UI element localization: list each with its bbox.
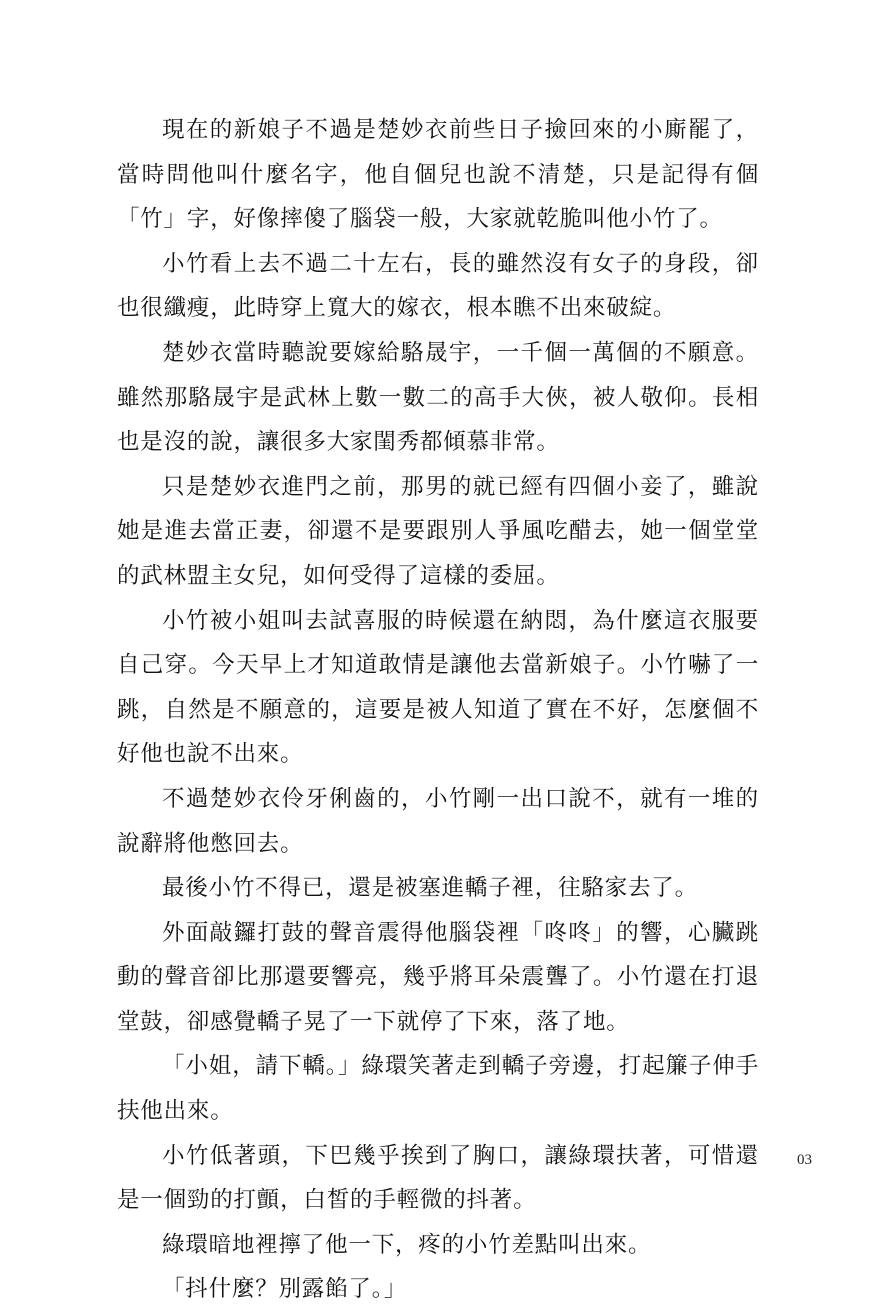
paragraph-2: 小竹看上去不過二十左右，長的雖然沒有女子的身段，卻也很纖瘦，此時穿上寬大的嫁衣，根本瞧不出來破綻。 [117,250,759,322]
page-number: 03 [797,1152,812,1168]
paragraph-7: 最後小竹不得已，還是被塞進轎子裡，往駱家去了。 [162,875,698,902]
paragraph-12: 「抖什麼？別露餡了。」 [162,1276,408,1303]
paragraph-10: 小竹低著頭，下巴幾乎挨到了胸口，讓綠環扶著，可惜還是一個勁的打顫，白皙的手輕微的抖著。 [117,1142,759,1214]
paragraph-3: 楚妙衣當時聽說要嫁給駱晟宇，一千個一萬個的不願意。雖然那駱晟宇是武林上數一數二的高手大俠，被人敬仰。長相也是沒的說，讓很多大家閨秀都傾慕非常。 [117,339,759,456]
paragraph-11: 綠環暗地裡擰了他一下，疼的小竹差點叫出來。 [162,1231,652,1258]
paragraph-8: 外面敲鑼打鼓的聲音震得他腦袋裡「咚咚」的響，心臟跳動的聲音卻比那還要響亮，幾乎將耳朵震聾了。小竹還在打退堂鼓，卻感覺轎子晃了一下就停了下來，落了地。 [117,919,759,1035]
paragraph-4: 只是楚妙衣進門之前，那男的就已經有四個小妾了，雖說她是進去當正妻，卻還不是要跟別人爭風吃醋去，她一個堂堂的武林盟主女兒，如何受得了這樣的委屈。 [117,473,759,589]
paragraph-9: 「小姐，請下轎。」綠環笑著走到轎子旁邊，打起簾子伸手扶他出來。 [117,1053,759,1125]
paragraph-6: 不過楚妙衣伶牙俐齒的，小竹剛一出口說不，就有一堆的說辭將他憋回去。 [117,785,759,857]
paragraph-5: 小竹被小姐叫去試喜服的時候還在納悶，為什麼這衣服要自己穿。今天早上才知道敢情是讓他去當新娘子。小竹嚇了一跳，自然是不願意的，這要是被人知道了實在不好，怎麼個不好他也說不出來。 [117,607,759,768]
paragraph-1: 現在的新娘子不過是楚妙衣前些日子撿回來的小廝罷了，當時問他叫什麼名字，他自個兒也說不清楚，只是記得有個「竹」字，好像摔傻了腦袋一般，大家就乾脆叫他小竹了。 [117,117,759,233]
body-text [117,108,759,1312]
